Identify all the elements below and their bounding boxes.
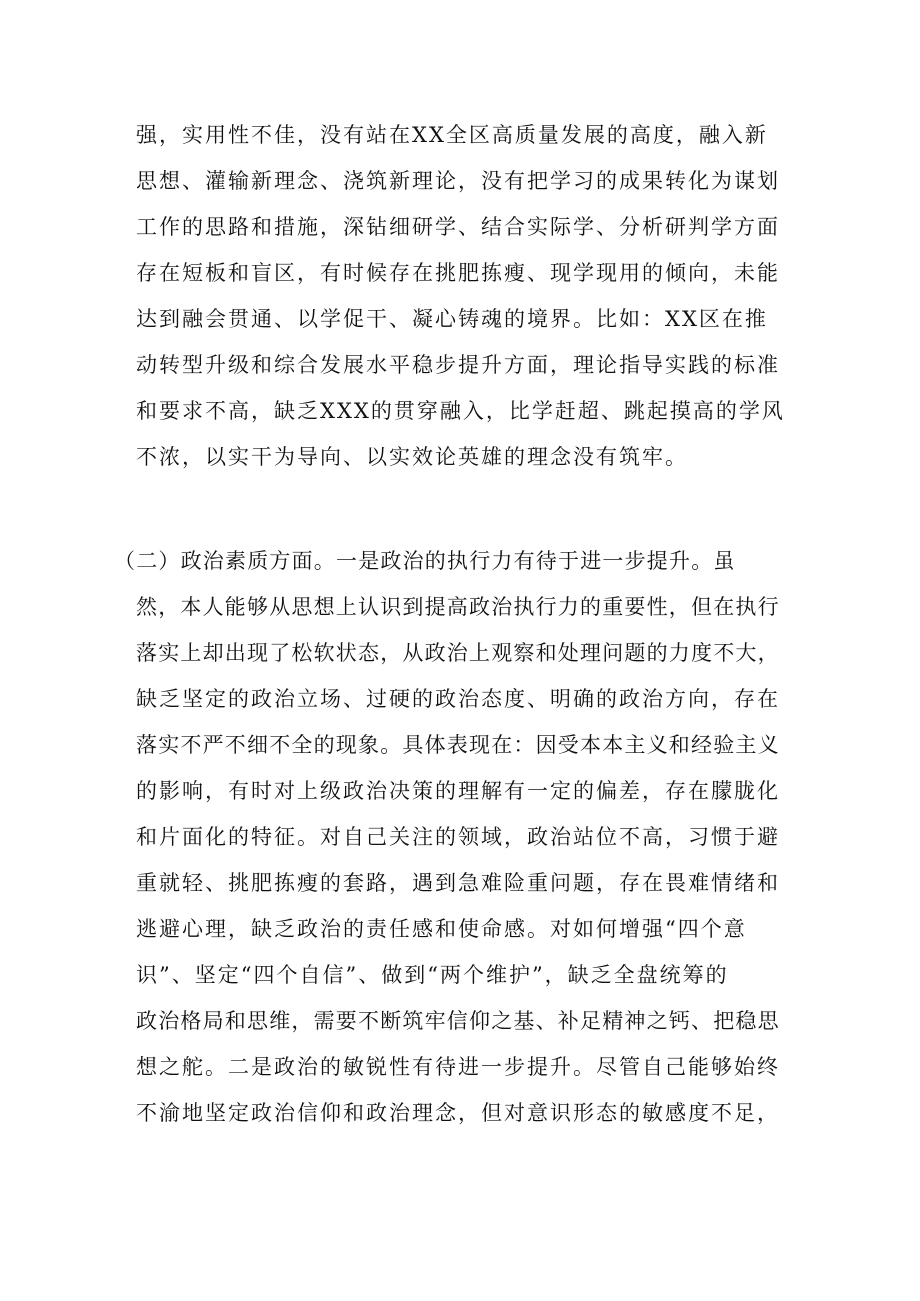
text-line: 的影响，有时对上级政治决策的理解有一定的偏差，存在朦胧化: [136, 779, 780, 803]
text-line: 不渝地坚定政治信仰和政治理念，但对意识形态的敏感度不足，: [136, 1101, 780, 1125]
text-line: 重就轻、挑肥拣瘦的套路，遇到急难险重问题，存在畏难情绪和: [136, 871, 780, 895]
text-line: 落实上却出现了松软状态，从政治上观察和处理问题的力度不大，: [136, 641, 780, 665]
text-line: 不浓，以实干为导向、以实效论英雄的理念没有筑牢。: [136, 445, 688, 469]
text-line: 和片面化的特征。对自己关注的领域，政治站位不高，习惯于避: [136, 825, 780, 849]
text-line: 工作的思路和措施，深钻细研学、结合实际学、分析研判学方面: [136, 215, 780, 239]
text-line: 识”、坚定“四个自信”、做到“两个维护”，缺乏全盘统筹的: [136, 963, 729, 987]
text-line: 和要求不高，缺乏XXX的贯穿融入，比学赶超、跳起摸高的学风: [136, 399, 785, 423]
text-line: 政治格局和思维，需要不断筑牢信仰之基、补足精神之钙、把稳思: [136, 1009, 780, 1033]
text-line: 达到融会贯通、以学促干、凝心铸魂的境界。比如：XX区在推: [136, 307, 768, 331]
text-line: （二）政治素质方面。一是政治的执行力有待于进一步提升。虽: [114, 549, 736, 573]
text-line: 然，本人能够从思想上认识到提高政治执行力的重要性，但在执行: [136, 595, 780, 619]
text-line: 动转型升级和综合发展水平稳步提升方面，理论指导实践的标准: [136, 353, 780, 377]
text-line: 思想、灌输新理念、浇筑新理论，没有把学习的成果转化为谋划: [136, 169, 780, 193]
text-line: 落实不严不细不全的现象。具体表现在：因受本本主义和经验主义: [136, 733, 780, 757]
text-line: 想之舵。二是政治的敏锐性有待进一步提升。尽管自己能够始终: [136, 1055, 780, 1079]
text-line: 强，实用性不佳，没有站在XX全区高质量发展的高度，融入新: [136, 123, 768, 147]
text-line: 缺乏坚定的政治立场、过硬的政治态度、明确的政治方向，存在: [136, 687, 780, 711]
text-line: 逃避心理，缺乏政治的责任感和使命感。对如何增强“四个意: [136, 917, 747, 941]
text-line: 存在短板和盲区，有时候存在挑肥拣瘦、现学现用的倾向，未能: [136, 261, 780, 285]
